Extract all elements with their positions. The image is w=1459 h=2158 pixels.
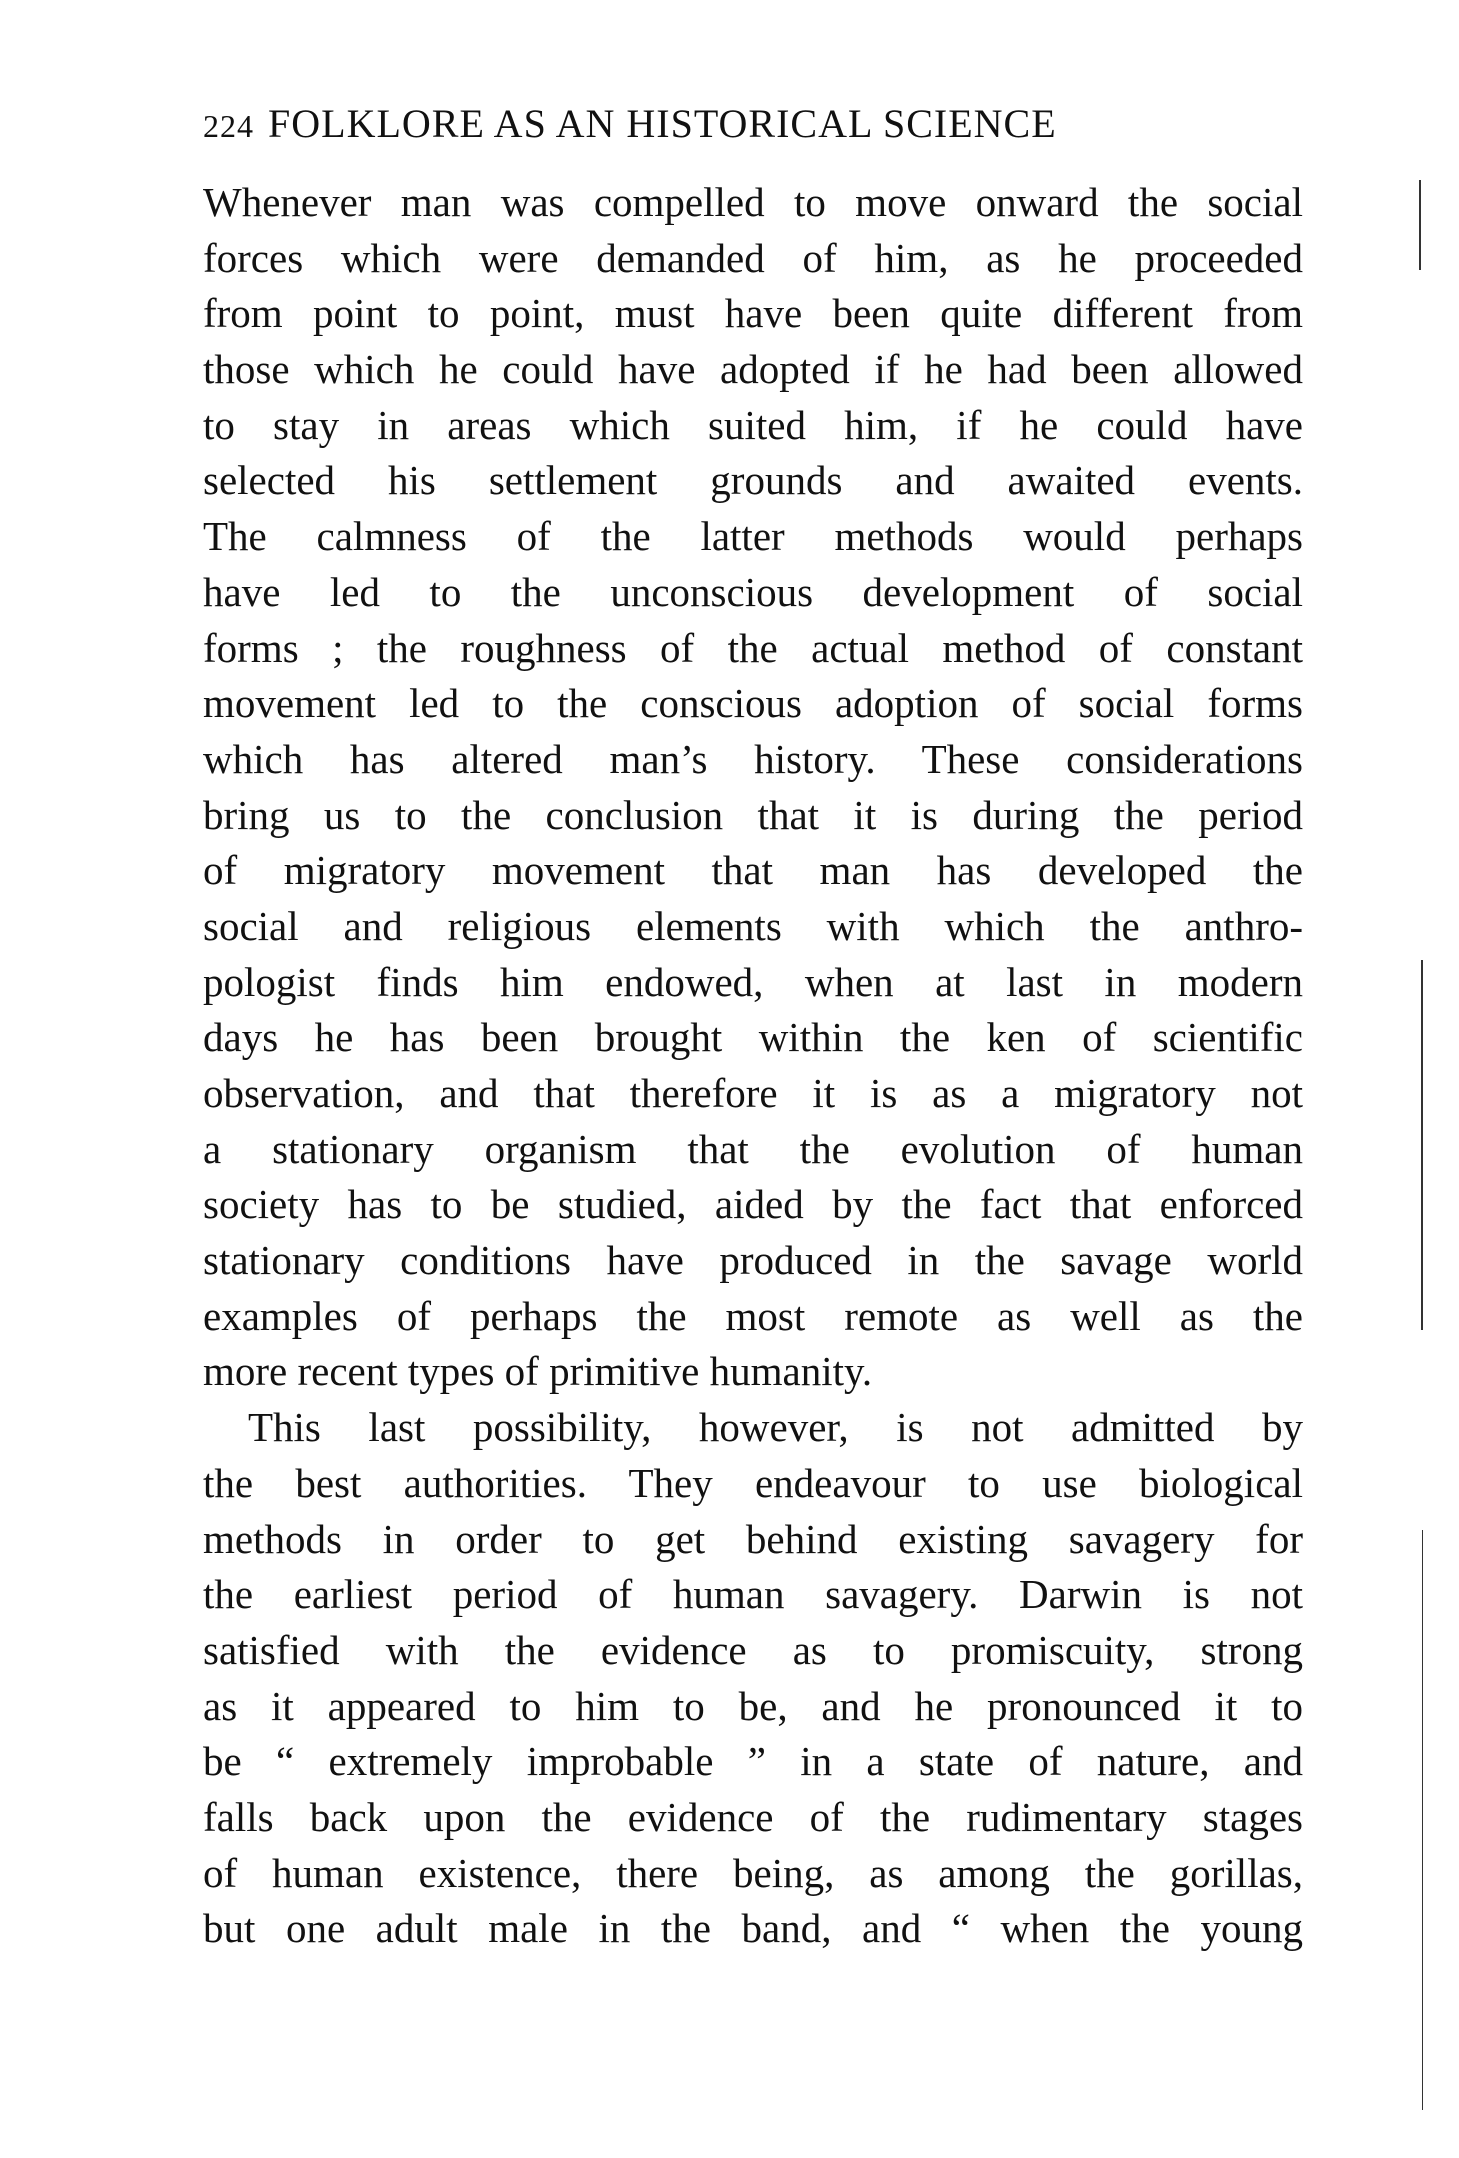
text-line: a stationary organism that the evolution of human — [203, 1125, 1303, 1172]
text-line: more recent types of primitive humanity. — [203, 1348, 873, 1395]
running-header — [203, 100, 1233, 147]
text-line: to stay in areas which suited him, if he could have — [203, 401, 1303, 448]
text-line: the earliest period of human savagery. Darwin is not — [203, 1571, 1303, 1618]
text-line: of human existence, there being, as among the gorillas, — [203, 1849, 1303, 1896]
page-number: 224 — [203, 108, 254, 144]
page-body — [203, 175, 1303, 1957]
text-line: stationary conditions have produced in the savage world — [203, 1237, 1303, 1284]
text-line: bring us to the conclusion that it is during the period — [203, 791, 1303, 838]
text-line: This last possibility, however, is not admitted by — [248, 1404, 1303, 1451]
text-line: those which he could have adopted if he had been allowed — [203, 346, 1303, 393]
text-line: which has altered man’s history. These considerations — [203, 735, 1303, 782]
text-line: selected his settlement grounds and awaited events. — [203, 457, 1303, 504]
running-title: FOLKLORE AS AN HISTORICAL SCIENCE — [268, 101, 1057, 146]
scan-edge-mark — [1422, 1530, 1423, 2110]
text-line: falls back upon the evidence of the rudimentary stages — [203, 1793, 1303, 1840]
text-line: observation, and that therefore it is as a migratory not — [203, 1070, 1303, 1116]
text-line: examples of perhaps the most remote as well as the — [203, 1292, 1303, 1339]
text-line: but one adult male in the band, and “ when the young — [203, 1905, 1303, 1952]
text-line: methods in order to get behind existing savagery for — [203, 1515, 1303, 1562]
text-line: be “ extremely improbable ” in a state of nature, and — [203, 1738, 1303, 1785]
text-line: pologist finds him endowed, when at last in modern — [203, 958, 1303, 1005]
text-line: of migratory movement that man has developed the — [203, 847, 1303, 894]
scan-edge-mark — [1419, 180, 1421, 270]
text-line: the best authorities. They endeavour to use biological — [203, 1459, 1303, 1506]
text-line: as it appeared to him to be, and he pronounced it to — [203, 1682, 1303, 1729]
text-line: society has to be studied, aided by the fact that enforced — [203, 1181, 1303, 1228]
text-line: social and religious elements with which the anthro- — [203, 902, 1303, 949]
text-line: forms ; the roughness of the actual method of constant — [203, 624, 1303, 671]
text-line: The calmness of the latter methods would perhaps — [203, 513, 1303, 560]
text-line: Whenever man was compelled to move onward the social — [203, 179, 1303, 225]
text-line: satisfied with the evidence as to promiscuity, strong — [203, 1626, 1303, 1673]
text-line: movement led to the conscious adoption of social forms — [203, 680, 1303, 727]
text-line: days he has been brought within the ken of scientific — [203, 1014, 1303, 1061]
text-line: forces which were demanded of him, as he proceeded — [203, 234, 1303, 281]
text-line: from point to point, must have been quite different from — [203, 290, 1303, 337]
text-line: have led to the unconscious development of social — [203, 568, 1303, 615]
scan-edge-mark — [1421, 960, 1423, 1330]
